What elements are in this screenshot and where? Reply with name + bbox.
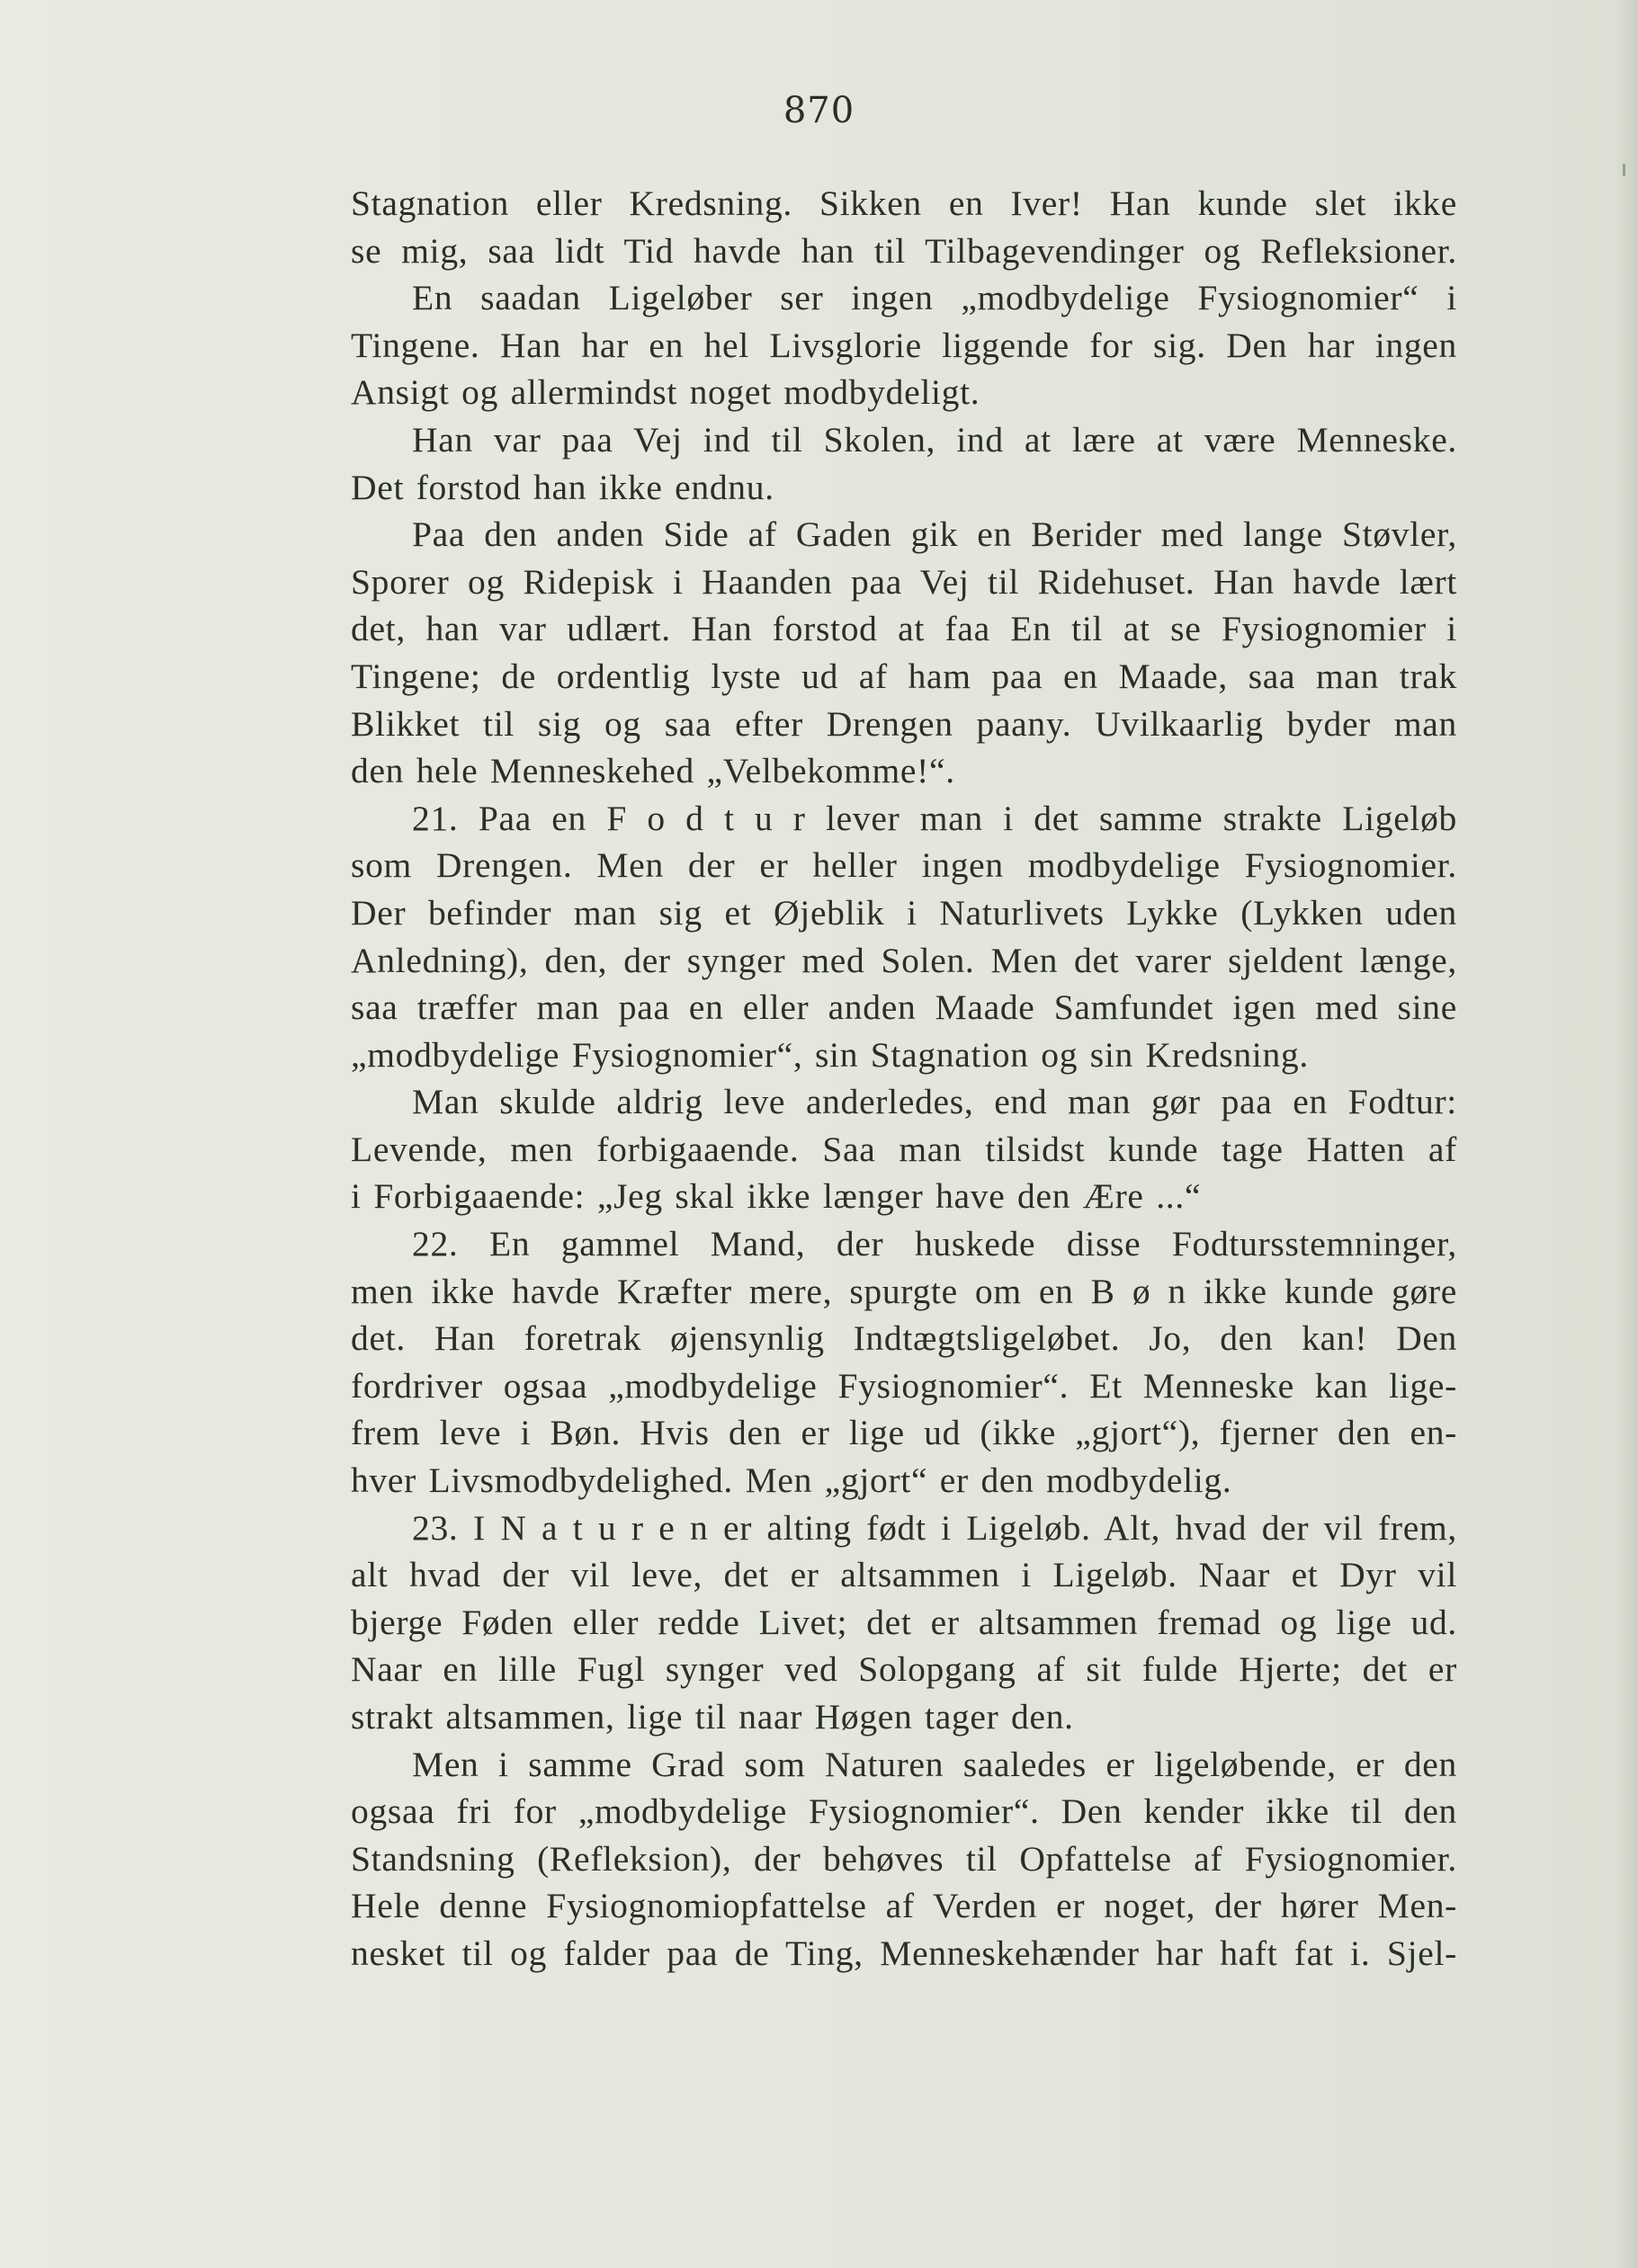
text-line: Det forstod han ikke endnu. (351, 467, 774, 507)
text-line: 22. En gammel Mand, der huskede disse Fodtursstemninger, (412, 1224, 1457, 1264)
text-line: bjerge Føden eller redde Livet; det er altsammen fremad og lige ud. (351, 1602, 1457, 1642)
text-line: ogsaa fri for „modbydelige Fysiognomier“. Den kender ikke til den (351, 1791, 1457, 1832)
text-line: det, han var udlært. Han forstod at faa En til at se Fysiognomier i (351, 609, 1457, 649)
text-line: Hele denne Fysiognomiopfattelse af Verden er noget, der hører Men- (351, 1886, 1457, 1926)
text-line: Paa den anden Side af Gaden gik en Berider med lange Støvler, (412, 514, 1457, 555)
text-line: 23. I N a t u r e n er alting født i Ligeløb. Alt, hvad der vil frem, (412, 1507, 1457, 1548)
text-line: Anledning), den, der synger med Solen. Men det varer sjeldent længe, (351, 940, 1457, 980)
text-line: Tingene; de ordentlig lyste ud af ham paa en Maade, saa man trak (351, 656, 1457, 696)
body-text (351, 180, 1457, 1978)
text-line: Standsning (Refleksion), der behøves til Opfattelse af Fysiognomier. (351, 1838, 1457, 1879)
text-line: som Drengen. Men der er heller ingen modbydelige Fysiognomier. (351, 845, 1457, 886)
text-line: nesket til og falder paa de Ting, Menneskehænder har haft fat i. Sjel- (351, 1933, 1457, 1973)
text-line: frem leve i Bøn. Hvis den er lige ud (ikke „gjort“), fjerner den en- (351, 1413, 1457, 1453)
text-line: Ansigt og allermindst noget modbydeligt. (351, 372, 980, 413)
page-number: 870 (783, 90, 855, 131)
text-line: Men i samme Grad som Naturen saaledes er ligeløbende, er den (412, 1744, 1457, 1784)
text-line: alt hvad der vil leve, det er altsammen i Ligeløb. Naar et Dyr vil (351, 1555, 1457, 1595)
text-line: 21. Paa en F o d t u r lever man i det samme strakte Ligeløb (412, 798, 1457, 838)
text-line: En saadan Ligeløber ser ingen „modbydelige Fysiognomier“ i (412, 278, 1457, 318)
text-line: Levende, men forbigaaende. Saa man tilsidst kunde tage Hatten af (351, 1129, 1457, 1169)
text-line: hver Livsmodbydelighed. Men „gjort“ er den modbydelig. (351, 1460, 1232, 1501)
text-line: men ikke havde Kræfter mere, spurgte om en B ø n ikke kunde gøre (351, 1271, 1457, 1311)
text-line: i Forbigaaende: „Jeg skal ikke længer have den Ære ...“ (351, 1176, 1202, 1217)
text-line: Han var paa Vej ind til Skolen, ind at lære at være Menneske. (412, 419, 1457, 460)
page-edge-shadow (1615, 0, 1638, 2268)
text-line: saa træffer man paa en eller anden Maade Samfundet igen med sine (351, 987, 1457, 1028)
text-line: „modbydelige Fysiognomier“, sin Stagnation og sin Kredsning. (351, 1034, 1309, 1075)
text-line: Der befinder man sig et Øjeblik i Naturlivets Lykke (Lykken uden (351, 892, 1457, 933)
text-line: fordriver ogsaa „modbydelige Fysiognomier“. Et Menneske kan lige- (351, 1365, 1457, 1406)
text-line: Blikket til sig og saa efter Drengen paany. Uvilkaarlig byder man (351, 703, 1457, 744)
text-line: Man skulde aldrig leve anderledes, end man gør paa en Fodtur: (412, 1082, 1457, 1122)
page-edge-mark (1623, 164, 1625, 176)
text-line: den hele Menneskehed „Velbekomme!“. (351, 751, 955, 791)
text-line: Tingene. Han har en hel Livsglorie liggende for sig. Den har ingen (351, 325, 1457, 365)
text-line: det. Han foretrak øjensynlig Indtægtsligeløbet. Jo, den kan! Den (351, 1318, 1457, 1359)
text-line: Stagnation eller Kredsning. Sikken en Iver! Han kunde slet ikke (351, 183, 1457, 223)
text-line: Sporer og Ridepisk i Haanden paa Vej til Ridehuset. Han havde lært (351, 561, 1457, 602)
text-line: strakt altsammen, lige til naar Høgen tager den. (351, 1697, 1074, 1737)
text-line: Naar en lille Fugl synger ved Solopgang af sit fulde Hjerte; det er (351, 1649, 1457, 1690)
text-line: se mig, saa lidt Tid havde han til Tilbagevendinger og Refleksioner. (351, 230, 1457, 271)
